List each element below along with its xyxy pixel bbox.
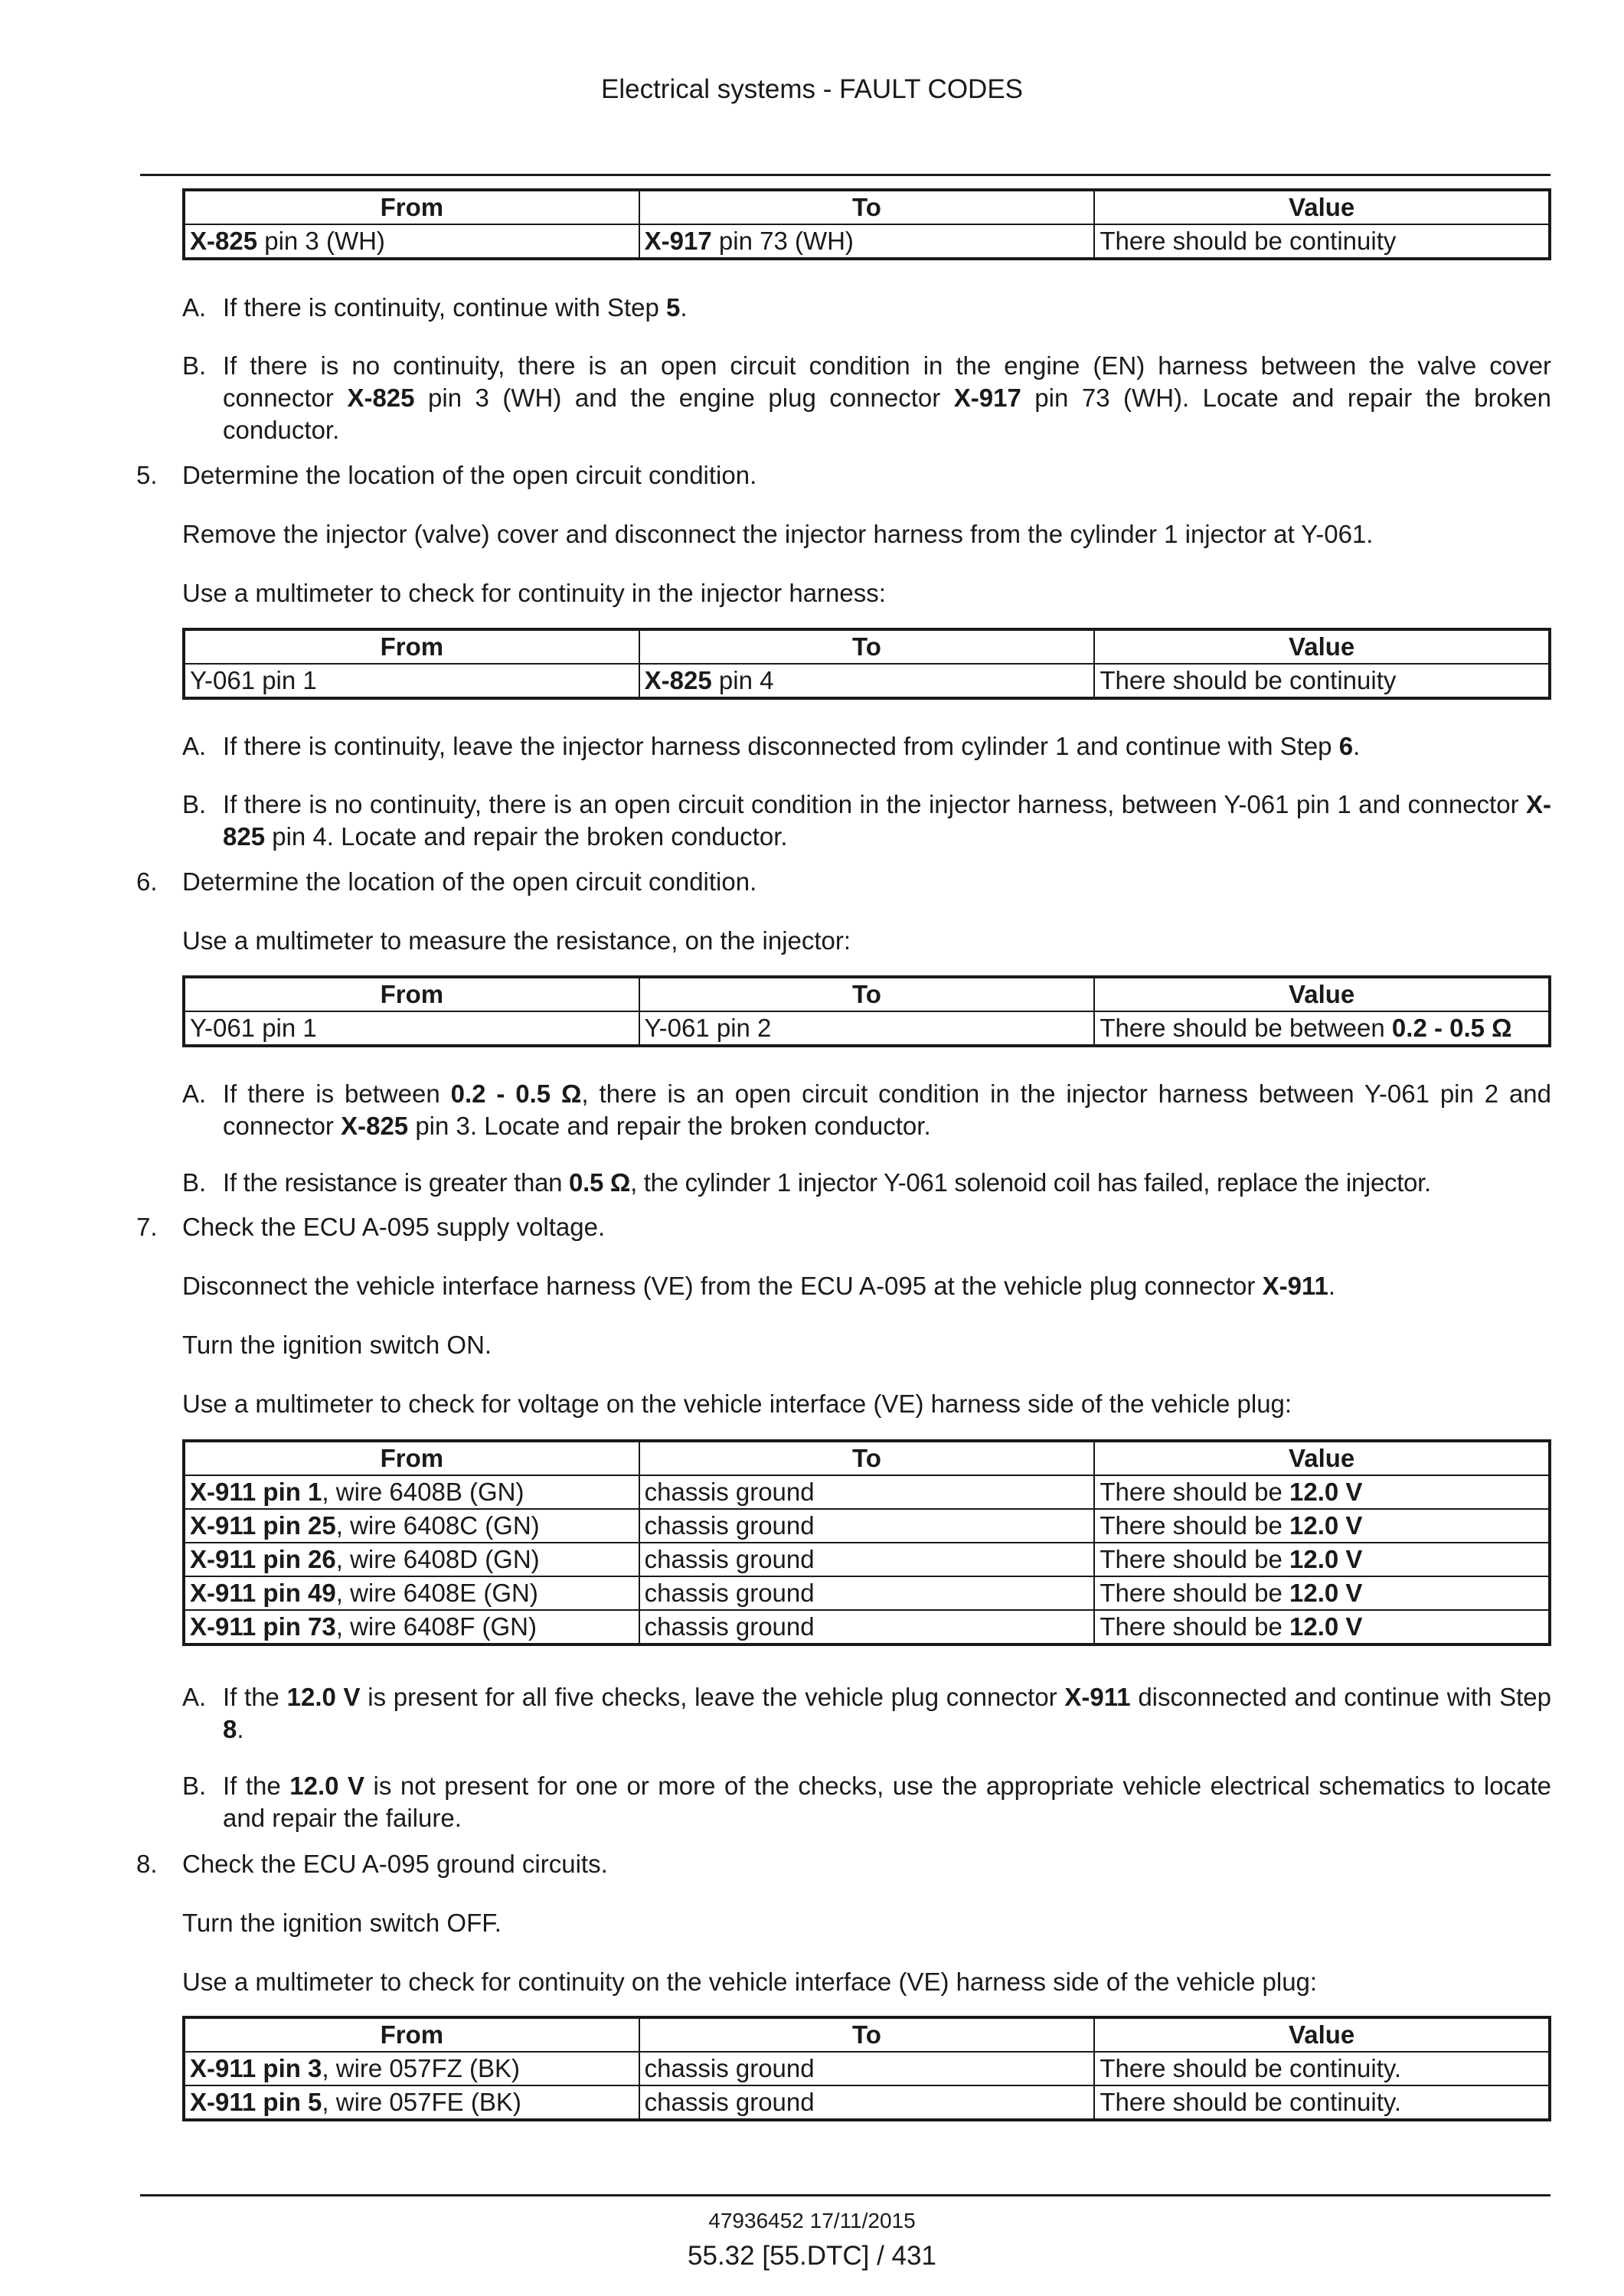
cell-value: There should be 12.0 V xyxy=(1094,1576,1550,1610)
cell-value: There should be 12.0 V xyxy=(1094,1509,1550,1543)
step-7-instruction-3: Use a multimeter to check for voltage on the vehicle interface (VE) harness side of the vehicle plug: xyxy=(182,1390,1292,1418)
table-row xyxy=(184,1576,1550,1610)
pin-text: pin 73 (WH) xyxy=(711,227,854,255)
cell-from: Y-061 pin 1 xyxy=(184,664,639,698)
cell-to: chassis ground xyxy=(639,1610,1095,1644)
table-header-row xyxy=(184,190,1550,224)
table-row xyxy=(184,664,1550,698)
step-6-title: Determine the location of the open circuit condition. xyxy=(182,867,757,896)
document-code: 47936452 17/11/2015 xyxy=(708,2209,916,2232)
table-row xyxy=(184,1509,1550,1543)
connector-id: X-825 xyxy=(644,666,712,694)
column-header-from: From xyxy=(184,1441,639,1475)
column-header-value: Value xyxy=(1094,1441,1550,1475)
table-header-row xyxy=(184,977,1550,1011)
column-header-from: From xyxy=(184,2017,639,2052)
cell-to: chassis ground xyxy=(639,1543,1095,1576)
step-5-instruction-1: Remove the injector (valve) cover and disconnect the injector harness from the cylinder 1 injector at Y-061. xyxy=(182,520,1374,548)
cell-from: X-911 pin 5, wire 057FE (BK) xyxy=(184,2085,639,2120)
substep-letter: B. xyxy=(182,351,207,380)
page-number: 55.32 [55.DTC] / 431 xyxy=(688,2241,936,2271)
step-6-instruction-1: Use a multimeter to measure the resistance, on the injector: xyxy=(182,926,851,955)
step-number: 6. xyxy=(136,867,158,896)
cell-value: There should be 12.0 V xyxy=(1094,1610,1550,1644)
column-header-from: From xyxy=(184,977,639,1011)
substep-6b-text: If the resistance is greater than 0.5 Ω, the cylinder 1 injector Y-061 solenoid coil has failed, replace the injector. xyxy=(223,1168,1431,1197)
table-row xyxy=(184,1543,1550,1576)
continuity-table-1 xyxy=(182,188,1551,260)
step-number: 7. xyxy=(136,1213,158,1241)
connector-id: X-917 xyxy=(644,227,712,255)
table-header-row xyxy=(184,2017,1550,2052)
cell-from: Y-061 pin 1 xyxy=(184,1011,639,1046)
substep-4b-text: If there is no continuity, there is an open circuit condition in the engine (EN) harness between the valve cover connector X-825 pin 3 (WH) and the engine plug connector X-917 pin 73 (WH). Locate and repair the broken conductor. xyxy=(223,351,1551,444)
table-row xyxy=(184,2085,1550,2120)
continuity-table-2 xyxy=(182,628,1551,700)
substep-7a-text: If the 12.0 V is present for all five checks, leave the vehicle plug connector X-911 disconnected and continue with Step 8. xyxy=(223,1683,1551,1743)
column-header-value: Value xyxy=(1094,629,1550,664)
step-7-title: Check the ECU A-095 supply voltage. xyxy=(182,1213,606,1241)
cell-value: There should be between 0.2 - 0.5 Ω xyxy=(1094,1011,1550,1046)
cell-value: There should be 12.0 V xyxy=(1094,1543,1550,1576)
resistance-value: 0.2 - 0.5 Ω xyxy=(1391,1014,1512,1042)
voltage-table xyxy=(182,1439,1551,1646)
cell-from: X-911 pin 25, wire 6408C (GN) xyxy=(184,1509,639,1543)
substep-letter: A. xyxy=(182,732,207,760)
column-header-value: Value xyxy=(1094,2017,1550,2052)
column-header-to: To xyxy=(639,977,1095,1011)
substep-7b-text: If the 12.0 V is not present for one or more of the checks, use the appropriate vehicle electrical schematics to locate and repair the failure. xyxy=(223,1772,1551,1832)
cell-to: chassis ground xyxy=(639,2085,1095,2120)
table-row xyxy=(184,224,1550,259)
column-header-to: To xyxy=(639,1441,1095,1475)
substep-6a-text: If there is between 0.2 - 0.5 Ω, there is an open circuit condition in the injector harness between Y-061 pin 2 and connector X-825 pin 3. Locate and repair the broken conductor. xyxy=(223,1079,1552,1140)
cell-to: chassis ground xyxy=(639,1576,1095,1610)
cell-to: X-825 pin 4 xyxy=(639,664,1095,698)
cell-to: chassis ground xyxy=(639,2052,1095,2085)
substep-letter: B. xyxy=(182,1168,207,1197)
column-header-to: To xyxy=(639,2017,1095,2052)
step-number: 5. xyxy=(136,461,158,489)
table-header-row xyxy=(184,629,1550,664)
cell-from: X-911 pin 1, wire 6408B (GN) xyxy=(184,1475,639,1509)
table-header-row xyxy=(184,1441,1550,1475)
table-row xyxy=(184,1011,1550,1046)
cell-value: There should be 12.0 V xyxy=(1094,1475,1550,1509)
substep-5b-text: If there is no continuity, there is an open circuit condition in the injector harness, between Y-061 pin 1 and connector X-825 pin 4. Locate and repair the broken conductor. xyxy=(223,790,1551,851)
step-number: 8. xyxy=(136,1850,158,1878)
table-row xyxy=(184,1475,1550,1509)
column-header-to: To xyxy=(639,190,1095,224)
cell-to: chassis ground xyxy=(639,1509,1095,1543)
substep-letter: A. xyxy=(182,1079,207,1108)
cell-from: X-911 pin 3, wire 057FZ (BK) xyxy=(184,2052,639,2085)
step-8-instruction-2: Use a multimeter to check for continuity on the vehicle interface (VE) harness side of the vehicle plug: xyxy=(182,1968,1318,1996)
substep-5a-text: If there is continuity, leave the injector harness disconnected from cylinder 1 and continue with Step 6. xyxy=(223,732,1361,760)
cell-value: There should be continuity xyxy=(1094,664,1550,698)
cell-from xyxy=(184,224,639,259)
pin-text: pin 3 (WH) xyxy=(257,227,385,255)
cell-to: chassis ground xyxy=(639,1475,1095,1509)
table-row xyxy=(184,2052,1550,2085)
column-header-to: To xyxy=(639,629,1095,664)
cell-value: There should be continuity. xyxy=(1094,2052,1550,2085)
substep-4a-text: If there is continuity, continue with Step 5. xyxy=(223,293,688,322)
column-header-from: From xyxy=(184,190,639,224)
cell-from: X-911 pin 49, wire 6408E (GN) xyxy=(184,1576,639,1610)
column-header-value: Value xyxy=(1094,977,1550,1011)
substep-letter: B. xyxy=(182,1772,207,1800)
cell-from: X-911 pin 26, wire 6408D (GN) xyxy=(184,1543,639,1576)
cell-from: X-911 pin 73, wire 6408F (GN) xyxy=(184,1610,639,1644)
column-header-from: From xyxy=(184,629,639,664)
substep-letter: B. xyxy=(182,790,207,818)
cell-to: Y-061 pin 2 xyxy=(639,1011,1095,1046)
step-8-instruction-1: Turn the ignition switch OFF. xyxy=(182,1909,502,1937)
step-7-instruction-1: Disconnect the vehicle interface harness (VE) from the ECU A-095 at the vehicle plug connector X-911. xyxy=(182,1272,1335,1300)
step-5-title: Determine the location of the open circuit condition. xyxy=(182,461,757,489)
column-header-value: Value xyxy=(1094,190,1550,224)
substep-letter: A. xyxy=(182,293,207,322)
substep-letter: A. xyxy=(182,1683,207,1711)
cell-value: There should be continuity. xyxy=(1094,2085,1550,2120)
ground-continuity-table xyxy=(182,2016,1551,2121)
footer-divider xyxy=(140,2194,1550,2196)
cell-value xyxy=(1094,224,1550,259)
step-5-instruction-2: Use a multimeter to check for continuity in the injector harness: xyxy=(182,579,886,607)
cell-to xyxy=(639,224,1095,259)
resistance-table xyxy=(182,975,1551,1047)
connector-id: X-825 xyxy=(190,227,258,255)
step-8-title: Check the ECU A-095 ground circuits. xyxy=(182,1850,608,1878)
page-header-title: Electrical systems - FAULT CODES xyxy=(600,74,1024,104)
step-7-instruction-2: Turn the ignition switch ON. xyxy=(182,1331,492,1359)
table-row xyxy=(184,1610,1550,1644)
value-text: There should be continuity xyxy=(1100,227,1397,255)
